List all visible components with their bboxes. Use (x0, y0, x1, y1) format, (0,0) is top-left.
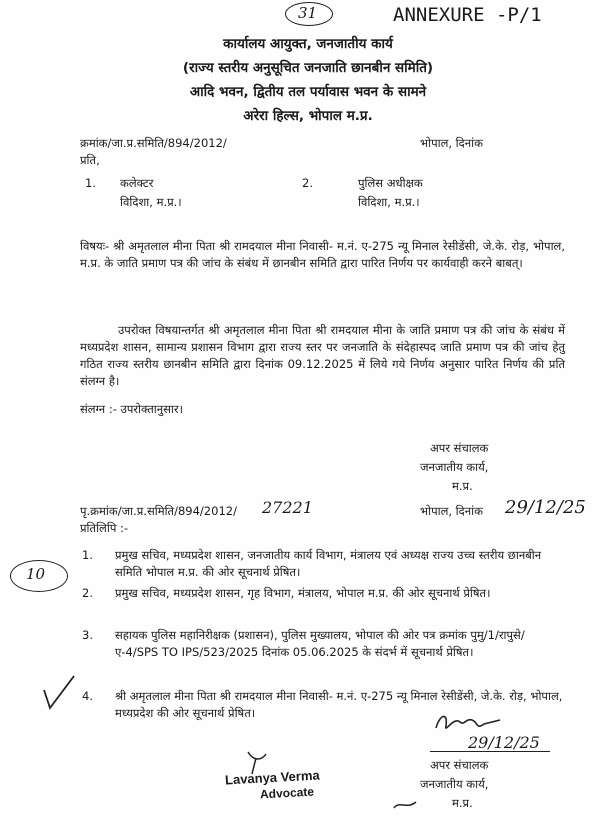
recipient-number: 2. (302, 176, 313, 190)
signatory-designation: अपर संचालक (430, 441, 489, 455)
address-line1: आदि भवन, द्वितीय तल पर्यावास भवन के सामने (189, 84, 427, 100)
subject: विषयः- श्री अमृतलाल मीना पिता श्री रामदयाल मीना निवासी- म.नं. ए-275 न्यू मिनाल रेसीडेंसी, जे.के. रोड़, भोपाल, म.प्र. के जाति प्रमाण पत्र की जांच के संबंध में छानबीन समिति द्वारा पारित निर्णय पर कार्यवाही करने बाबत्। (80, 239, 565, 270)
copy-item-text: श्री अमृतलाल मीना पिता श्री रामदयाल मीना निवासी- म.नं. ए-275 न्यू मिनाल रेसीडेंसी, जे.के. रोड़, भोपाल, मध्यप्रदेश की ओर सूचनार्थ प्रेषित। (115, 689, 563, 720)
handwritten-dispatch-number: 27221 (262, 498, 313, 517)
copy-item-text: प्रमुख सचिव, मध्यप्रदेश शासन, जनजातीय कार्य विभाग, मंत्रालय एवं अध्यक्ष राज्य उच्च स्तरीय छानबीन समिति भोपाल म.प्र. की ओर सूचनार्थ प्रेषित। (115, 548, 542, 579)
copy-item-text: प्रमुख सचिव, मध्यप्रदेश शासन, गृह विभाग, मंत्रालय, भोपाल म.प्र. की ओर सूचनार्थ प्रेषित। (115, 586, 491, 600)
copy-item-number: 2. (82, 586, 93, 600)
handwritten-date: 29/12/25 (505, 497, 586, 518)
advocate-name: Lavanya Verma (224, 767, 321, 788)
address-line2: अरेरा हिल्स, भोपाल म.प्र. (243, 108, 373, 124)
tick-mark (40, 672, 80, 712)
signature-date: 29/12/25 (468, 733, 540, 752)
to-label: प्रति, (80, 153, 100, 167)
copy-item-number: 3. (82, 628, 93, 642)
recipient-number: 1. (85, 176, 96, 190)
copy-item-number: 1. (82, 548, 93, 562)
annexure-label: ANNEXURE -P/1 (393, 4, 542, 26)
signatory-department: जनजातीय कार्य, (420, 460, 489, 474)
recipient-title: पुलिस अधीक्षक (358, 176, 423, 190)
copy-item-number: 4. (82, 689, 93, 703)
recipient-title: कलेक्टर (120, 176, 154, 190)
signatory-department: जनजातीय कार्य, (420, 777, 489, 791)
committee-title: (राज्य स्तरीय अनुसूचित जनजाति छानबीन समिति) (182, 60, 434, 76)
body-paragraph: उपरोक्त विषयान्तर्गत श्री अमृतलाल मीना पिता श्री रामदयाल मीना के जाति प्रमाण पत्र की जांच के संबंध में मध्यप्रदेश शासन, सामान्य प्रशासन विभाग द्वारा राज्य स्तर पर जनजाति के संदेहास्पद जाति प्रमाण पत्र की जांच हेतु गठित राज्य स्तरीय छानबीन समिति द्वारा दिनांक 09.12.2025 में लिये गये निर्णय अनुसार पारित निर्णय की प्रति संलग्न है। (80, 323, 565, 388)
signatory-state: म.प्र. (452, 796, 473, 810)
margin-mark: 10 (26, 565, 46, 583)
recipient-place: विदिशा, म.प्र.। (120, 195, 182, 209)
reference-number: क्रमांक/जा.प्र.समिति/894/2012/ (80, 136, 227, 150)
enclosure: संलग्न :- उपरोक्तानुसार। (80, 402, 183, 416)
place-date: भोपाल, दिनांक (420, 136, 483, 150)
page-number: 31 (298, 4, 318, 22)
recipient-place: विदिशा, म.प्र.। (358, 195, 420, 209)
advocate-title: Advocate (259, 784, 315, 802)
office-title: कार्यालय आयुक्त, जनजातीय कार्य (223, 36, 393, 52)
copy-place-date: भोपाल, दिनांक (420, 504, 483, 518)
copy-to-label: प्रतिलिपि :- (80, 521, 129, 535)
signature-underline (430, 751, 550, 752)
copy-item-text: सहायक पुलिस महानिरीक्षक (प्रशासन), पुलिस मुख्यालय, भोपाल की ओर पत्र क्रमांक पुमु/1/रापुसे/ए-4/SPS TO IPS/523/2025 दिनांक 05.06.2025 के संदर्भ में सूचनार्थ प्रेषित। (115, 628, 525, 659)
pen-mark (392, 798, 422, 812)
signatory-state: म.प्र. (452, 479, 473, 493)
signatory-designation: अपर संचालक (430, 758, 489, 772)
copy-reference-number: पृ.क्रमांक/जा.प्र.समिति/894/2012/ (80, 504, 237, 518)
